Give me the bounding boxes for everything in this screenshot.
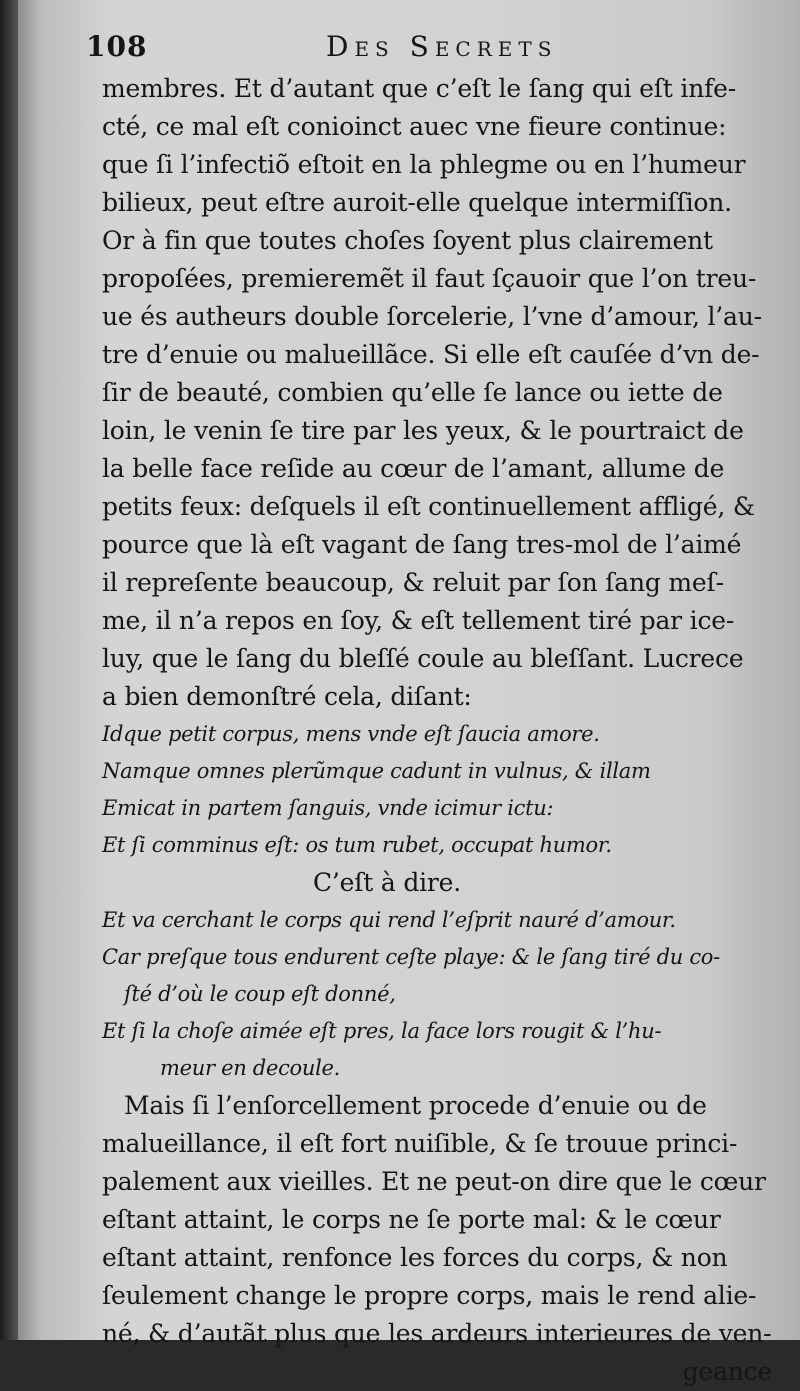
text-line: membres. Et d’autant que c’eſt le ſang qui eſt infe- — [102, 74, 736, 103]
page-header — [86, 30, 736, 70]
text-line: malueillance, il eſt fort nuiſible, & ſe trouue princi- — [102, 1129, 738, 1158]
text-line: propoſées, premieremẽt il faut ſçauoir que l’on treu- — [102, 264, 757, 293]
text-line: Mais ſi l’enſorcellement procede d’enuie ou de — [124, 1091, 707, 1120]
text-line: pource que là eſt vagant de ſang tres-mol de l’aimé — [102, 530, 742, 559]
text-line: luy, que le ſang du bleſſé coule au bleſſant. Lucrece — [102, 644, 744, 673]
catchword: geance — [682, 1357, 772, 1386]
latin-verse-line: Idque petit corpus, mens vnde eſt ſaucia amore. — [102, 722, 600, 746]
text-line: cté, ce mal eſt conioinct auec vne fieure continue: — [102, 112, 727, 141]
translation-heading: C’eſt à dire. — [312, 868, 462, 897]
french-verse-line: ſté d’où le coup eſt donné, — [124, 982, 396, 1006]
text-line: eſtant attaint, le corps ne ſe porte mal: & le cœur — [102, 1205, 721, 1234]
book-page — [18, 0, 800, 1386]
text-line: palement aux vieilles. Et ne peut-on dire que le cœur — [102, 1167, 766, 1196]
page-number: 108 — [86, 30, 148, 63]
text-line: ſeulement change le propre corps, mais le rend alie- — [102, 1281, 757, 1310]
french-verse-line: Et ſi la choſe aimée eſt pres, la face lors rougit & l’hu- — [102, 1019, 662, 1043]
french-verse-line: Et va cerchant le corps qui rend l’eſprit nauré d’amour. — [102, 908, 676, 932]
text-line: que ſi l’infectiõ eſtoit en la phlegme ou en l’humeur — [102, 150, 746, 179]
latin-verse-line: Emicat in partem ſanguis, vnde icimur ictu: — [102, 796, 554, 820]
french-verse-line: meur en decoule. — [160, 1056, 341, 1080]
running-head: Des Secrets — [326, 30, 558, 63]
text-line: Or à fin que toutes choſes ſoyent plus clairement — [102, 226, 713, 255]
text-line: loin, le venin ſe tire par les yeux, & le pourtraict de — [102, 416, 744, 445]
text-line: né, & d’autãt plus que les ardeurs interieures de ven- — [102, 1319, 772, 1348]
page-body — [102, 70, 792, 1391]
latin-verse-line: Namque omnes plerũmque cadunt in vulnus, & illam — [102, 759, 651, 783]
text-line: la belle face reſide au cœur de l’amant, allume de — [102, 454, 725, 483]
french-verse-block — [102, 902, 792, 1087]
latin-verse-block — [102, 716, 792, 864]
french-verse-line: Car preſque tous endurent ceſte playe: & le ſang tiré du co- — [102, 945, 720, 969]
text-line: bilieux, peut eſtre auroit-elle quelque intermiſſion. — [102, 188, 732, 217]
text-line: ſir de beauté, combien qu’elle ſe lance ou iette de — [102, 378, 723, 407]
text-line: a bien demonſtré cela, diſant: — [102, 682, 472, 711]
text-line: petits feux: deſquels il eſt continuellement affligé, & — [102, 492, 755, 521]
text-line: il repreſente beaucoup, & reluit par ſon ſang meſ- — [102, 568, 724, 597]
text-line: eſtant attaint, renfonce les forces du corps, & non — [102, 1243, 728, 1272]
book-spine-shadow — [0, 0, 18, 1340]
latin-verse-line: Et ſi comminus eſt: os tum rubet, occupat humor. — [102, 833, 612, 857]
text-line: ue és autheurs double ſorcelerie, l’vne d’amour, l’au- — [102, 302, 762, 331]
text-line: me, il n’a repos en ſoy, & eſt tellement tiré par ice- — [102, 606, 735, 635]
text-line: tre d’enuie ou malueillãce. Si elle eſt cauſée d’vn de- — [102, 340, 760, 369]
